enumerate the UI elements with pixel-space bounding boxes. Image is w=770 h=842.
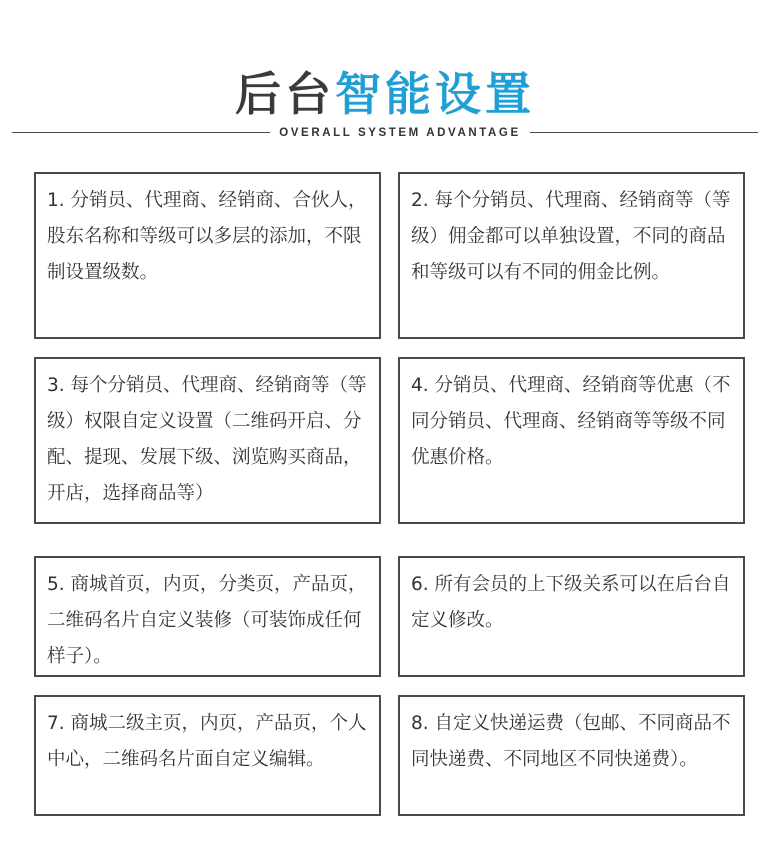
page-title	[0, 64, 770, 124]
feature-card-8: 8. 自定义快递运费（包邮、不同商品不同快递费、不同地区不同快递费）。	[398, 695, 745, 816]
feature-card-1: 1. 分销员、代理商、经销商、合伙人，股东名称和等级可以多层的添加，不限制设置级数。	[34, 172, 381, 339]
page-subtitle: OVERALL SYSTEM ADVANTAGE	[279, 127, 521, 139]
title-highlight: 智能设置	[335, 67, 535, 121]
divider-left	[12, 132, 270, 133]
divider-right	[530, 132, 758, 133]
feature-card-2: 2. 每个分销员、代理商、经销商等（等级）佣金都可以单独设置，不同的商品和等级可以有不同的佣金比例。	[398, 172, 745, 339]
feature-card-6: 6. 所有会员的上下级关系可以在后台自定义修改。	[398, 556, 745, 677]
feature-card-5: 5. 商城首页，内页，分类页，产品页，二维码名片自定义装修（可装饰成任何样子）。	[34, 556, 381, 677]
feature-card-4: 4. 分销员、代理商、经销商等优惠（不同分销员、代理商、经销商等等级不同优惠价格。	[398, 357, 745, 524]
feature-card-3: 3. 每个分销员、代理商、经销商等（等级）权限自定义设置（二维码开启、分配、提现、发展下级、浏览购买商品，开店，选择商品等）	[34, 357, 381, 524]
feature-card-7: 7. 商城二级主页，内页，产品页，个人中心，二维码名片面自定义编辑。	[34, 695, 381, 816]
title-prefix: 后台	[235, 67, 335, 121]
